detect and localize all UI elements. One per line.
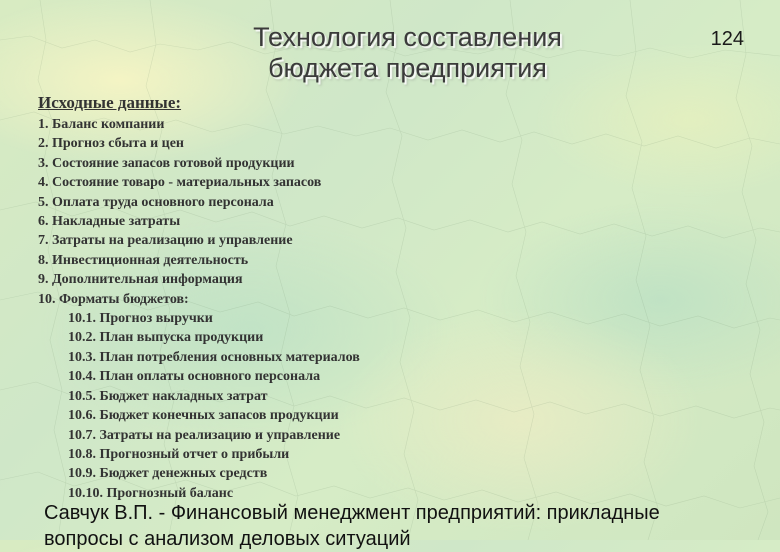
slide-title <box>0 22 780 84</box>
sublist-item: 10.7. Затраты на реализацию и управление <box>68 427 341 443</box>
title-line-1: Технология составления <box>253 22 562 52</box>
sublist-item: 10.5. Бюджет накладных затрат <box>68 388 268 404</box>
list-item: 4. Состояние товаро - материальных запасов <box>38 175 322 191</box>
sublist-item: 10.6. Бюджет конечных запасов продукции <box>68 408 339 424</box>
footer-line-1: Савчук В.П. - Финансовый менеджмент предприятий: прикладные <box>44 502 660 524</box>
source-data-list <box>38 115 738 309</box>
sublist-item: 10.4. План оплаты основного персонала <box>68 369 321 385</box>
slide-content <box>38 92 738 503</box>
list-item: 9. Дополнительная информация <box>38 272 243 288</box>
budget-formats-list <box>38 309 738 503</box>
list-item: 5. Оплата труда основного персонала <box>38 194 274 210</box>
section-heading: Исходные данные: <box>38 93 182 112</box>
slide-number: 124 <box>710 28 744 50</box>
sublist-item: 10.2. План выпуска продукции <box>68 330 264 346</box>
citation-footer <box>44 500 764 552</box>
list-item: 8. Инвестиционная деятельность <box>38 252 249 268</box>
list-item: 2. Прогноз сбыта и цен <box>38 136 185 152</box>
list-item: 7. Затраты на реализацию и управление <box>38 233 293 249</box>
title-line-2: бюджета предприятия <box>268 53 547 83</box>
list-item: 3. Состояние запасов готовой продукции <box>38 155 295 171</box>
sublist-item: 10.3. План потребления основных материалов <box>68 349 360 365</box>
list-item: 6. Накладные затраты <box>38 214 181 230</box>
sublist-item: 10.9. Бюджет денежных средств <box>68 466 268 482</box>
footer-line-2: вопросы с анализом деловых ситуаций <box>44 528 411 550</box>
list-item: 1. Баланс компании <box>38 117 165 132</box>
sublist-item: 10.10. Прогнозный баланс <box>68 485 234 501</box>
sublist-item: 10.1. Прогноз выручки <box>68 311 213 327</box>
sublist-item: 10.8. Прогнозный отчет о прибыли <box>68 446 290 462</box>
list-item: 10. Форматы бюджетов: <box>38 291 189 307</box>
